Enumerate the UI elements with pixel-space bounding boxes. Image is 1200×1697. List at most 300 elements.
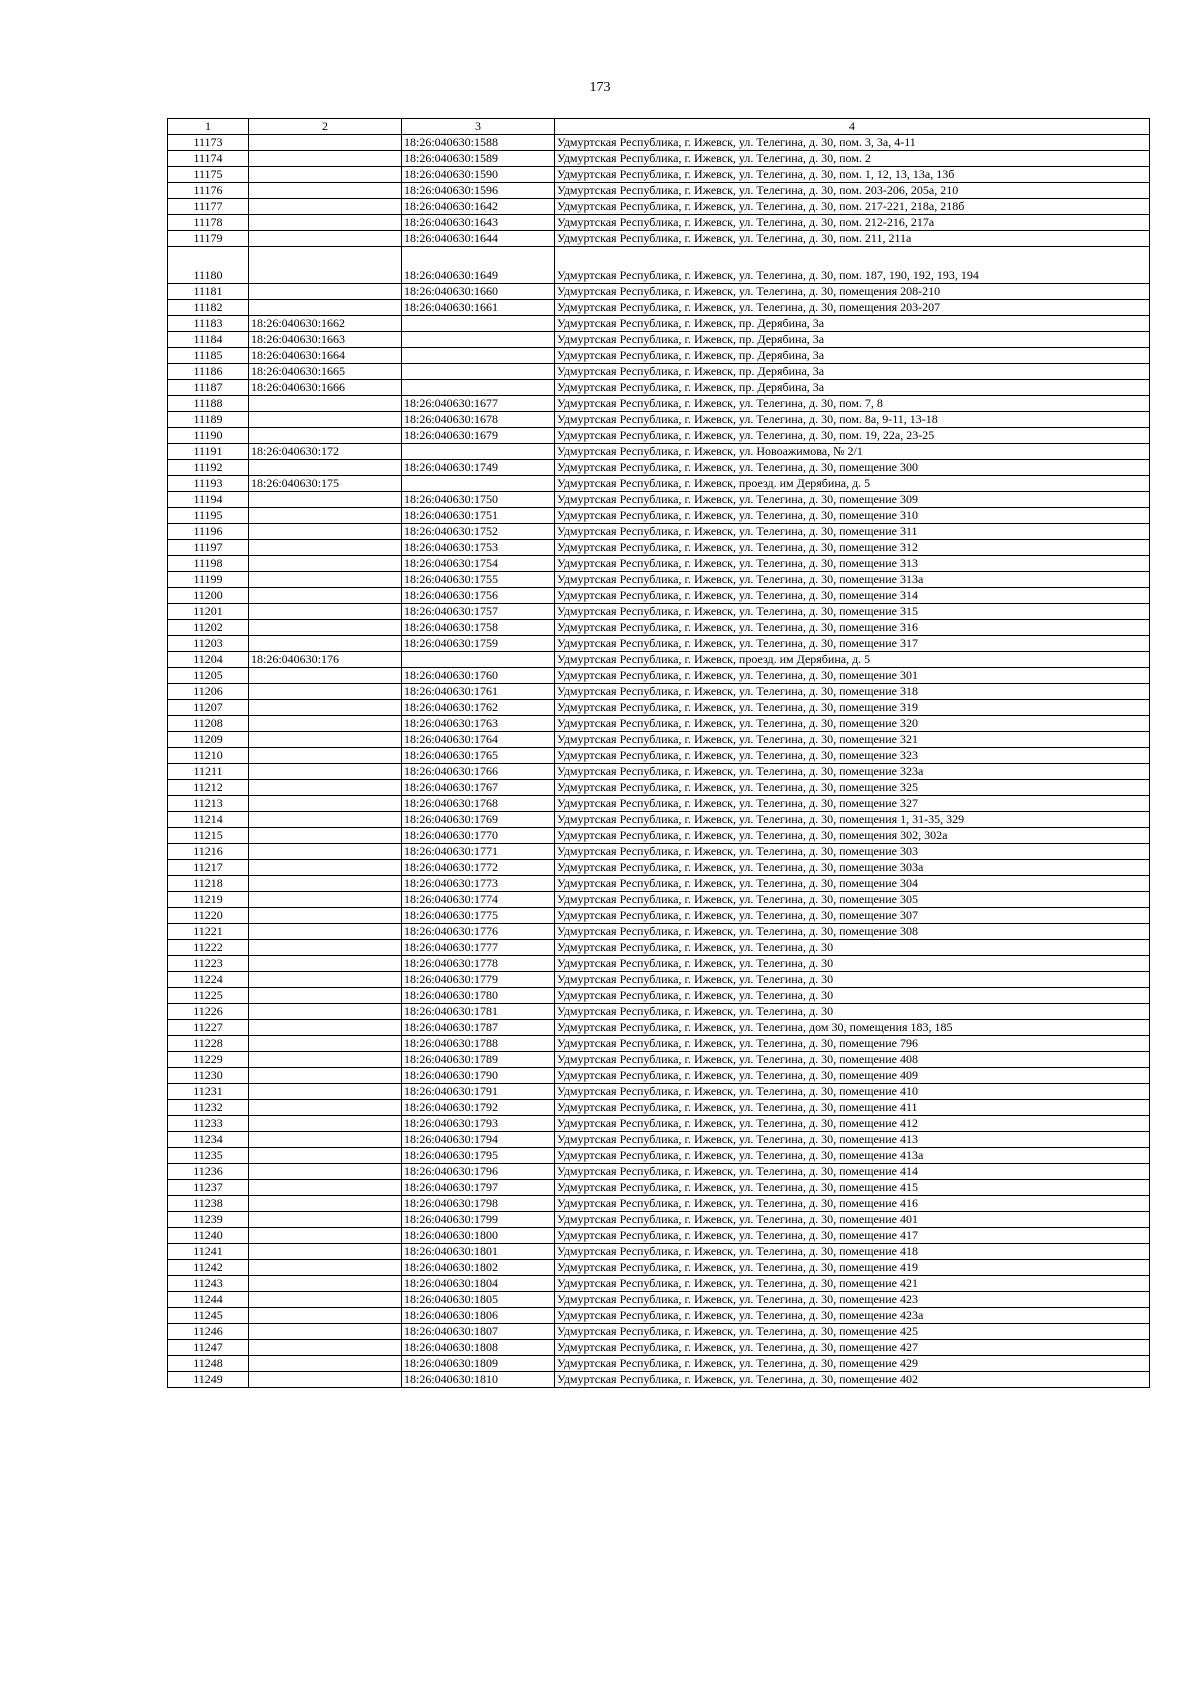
- row-number-cell: 11194: [168, 492, 249, 508]
- cadastral-number-col3-cell: 18:26:040630:1661: [402, 300, 555, 316]
- address-cell: Удмуртская Республика, г. Ижевск, пр. Дерябина, 3а: [555, 348, 1150, 364]
- table-row: [168, 796, 1150, 812]
- cadastral-number-col2-cell: [249, 940, 402, 956]
- cadastral-number-col2-cell: [249, 1228, 402, 1244]
- cadastral-number-col3-cell: 18:26:040630:1777: [402, 940, 555, 956]
- row-number-cell: 11228: [168, 1036, 249, 1052]
- cadastral-number-col2-cell: [249, 183, 402, 199]
- cadastral-number-col3-cell: 18:26:040630:1770: [402, 828, 555, 844]
- cadastral-number-col3-cell: 18:26:040630:1764: [402, 732, 555, 748]
- cadastral-number-col2-cell: [249, 135, 402, 151]
- cadastral-number-col3-cell: 18:26:040630:1768: [402, 796, 555, 812]
- table-row: [168, 860, 1150, 876]
- table-row: [168, 1196, 1150, 1212]
- address-cell: Удмуртская Республика, г. Ижевск, ул. Телегина, д. 30, помещение 423: [555, 1292, 1150, 1308]
- row-number-cell: 11181: [168, 284, 249, 300]
- address-cell: Удмуртская Республика, г. Ижевск, ул. Телегина, д. 30, помещение 314: [555, 588, 1150, 604]
- cadastral-number-col2-cell: [249, 876, 402, 892]
- address-cell: Удмуртская Республика, г. Ижевск, ул. Телегина, д. 30, помещение 313а: [555, 572, 1150, 588]
- cadastral-number-col3-cell: 18:26:040630:1791: [402, 1084, 555, 1100]
- row-number-cell: 11176: [168, 183, 249, 199]
- cadastral-number-col2-cell: [249, 524, 402, 540]
- cadastral-number-col3-cell: 18:26:040630:1789: [402, 1052, 555, 1068]
- table-row: [168, 1148, 1150, 1164]
- address-cell: Удмуртская Республика, г. Ижевск, ул. Телегина, д. 30, пом. 19, 22а, 23-25: [555, 428, 1150, 444]
- address-cell: Удмуртская Республика, г. Ижевск, проезд. им Дерябина, д. 5: [555, 476, 1150, 492]
- table-row: [168, 380, 1150, 396]
- cadastral-number-col2-cell: [249, 668, 402, 684]
- address-cell: Удмуртская Республика, г. Ижевск, ул. Телегина, д. 30, помещение 319: [555, 700, 1150, 716]
- table-row: [168, 892, 1150, 908]
- page-number: 173: [589, 80, 611, 95]
- cadastral-number-col2-cell: [249, 780, 402, 796]
- address-cell: Удмуртская Республика, г. Ижевск, ул. Телегина, д. 30, помещение 417: [555, 1228, 1150, 1244]
- row-number-cell: 11186: [168, 364, 249, 380]
- cadastral-number-col3-cell: 18:26:040630:1758: [402, 620, 555, 636]
- address-cell: Удмуртская Республика, г. Ижевск, ул. Телегина, д. 30, помещение 325: [555, 780, 1150, 796]
- cadastral-number-col3-cell: [402, 444, 555, 460]
- address-cell: Удмуртская Республика, г. Ижевск, ул. Телегина, д. 30, помещение 413а: [555, 1148, 1150, 1164]
- cadastral-number-col2-cell: [249, 508, 402, 524]
- row-number-cell: 11174: [168, 151, 249, 167]
- address-cell: Удмуртская Республика, г. Ижевск, ул. Телегина, д. 30, помещение 320: [555, 716, 1150, 732]
- cadastral-number-col3-cell: 18:26:040630:1679: [402, 428, 555, 444]
- address-cell: Удмуртская Республика, г. Ижевск, ул. Телегина, д. 30, помещение 303а: [555, 860, 1150, 876]
- row-number-cell: 11231: [168, 1084, 249, 1100]
- cadastral-number-col2-cell: [249, 1356, 402, 1372]
- address-cell: Удмуртская Республика, г. Ижевск, ул. Телегина, д. 30, помещение 323а: [555, 764, 1150, 780]
- table-row: [168, 396, 1150, 412]
- address-cell: Удмуртская Республика, г. Ижевск, ул. Телегина, д. 30, пом. 203-206, 205а, 210: [555, 183, 1150, 199]
- row-number-cell: 11178: [168, 215, 249, 231]
- address-cell: Удмуртская Республика, г. Ижевск, ул. Телегина, д. 30, помещение 316: [555, 620, 1150, 636]
- cadastral-number-col2-cell: 18:26:040630:1663: [249, 332, 402, 348]
- row-number-cell: 11190: [168, 428, 249, 444]
- cadastral-number-col2-cell: [249, 812, 402, 828]
- row-number-cell: 11187: [168, 380, 249, 396]
- cadastral-number-col3-cell: 18:26:040630:1755: [402, 572, 555, 588]
- row-number-cell: 11193: [168, 476, 249, 492]
- cadastral-number-col2-cell: [249, 844, 402, 860]
- cadastral-number-col2-cell: [249, 860, 402, 876]
- cadastral-number-col2-cell: [249, 1068, 402, 1084]
- row-number-cell: 11242: [168, 1260, 249, 1276]
- table-row: [168, 476, 1150, 492]
- cadastral-number-col3-cell: 18:26:040630:1796: [402, 1164, 555, 1180]
- cadastral-number-col2-cell: [249, 199, 402, 215]
- table-row: [168, 183, 1150, 199]
- cadastral-number-col3-cell: 18:26:040630:1801: [402, 1244, 555, 1260]
- row-number-cell: 11206: [168, 684, 249, 700]
- cadastral-number-col3-cell: 18:26:040630:1805: [402, 1292, 555, 1308]
- table-row: [168, 780, 1150, 796]
- address-cell: Удмуртская Республика, г. Ижевск, ул. Телегина, д. 30, пом. 1, 12, 13, 13а, 13б: [555, 167, 1150, 183]
- row-number-cell: 11235: [168, 1148, 249, 1164]
- table-row: [168, 908, 1150, 924]
- table-row: [168, 1356, 1150, 1372]
- cadastral-number-col2-cell: [249, 588, 402, 604]
- row-number-cell: 11234: [168, 1132, 249, 1148]
- address-cell: Удмуртская Республика, г. Ижевск, ул. Телегина, д. 30, пом. 8а, 9-11, 13-18: [555, 412, 1150, 428]
- cadastral-number-col2-cell: 18:26:040630:172: [249, 444, 402, 460]
- address-cell: Удмуртская Республика, г. Ижевск, ул. Телегина, д. 30, помещения 302, 302а: [555, 828, 1150, 844]
- cadastral-number-col3-cell: 18:26:040630:1767: [402, 780, 555, 796]
- cadastral-number-col2-cell: [249, 636, 402, 652]
- cadastral-number-col3-cell: 18:26:040630:1775: [402, 908, 555, 924]
- address-cell: Удмуртская Республика, г. Ижевск, ул. Телегина, д. 30, пом. 212-216, 217а: [555, 215, 1150, 231]
- row-number-cell: 11243: [168, 1276, 249, 1292]
- row-number-cell: 11180: [168, 247, 249, 284]
- table-row: [168, 492, 1150, 508]
- cadastral-number-col2-cell: [249, 700, 402, 716]
- address-cell: Удмуртская Республика, г. Ижевск, ул. Телегина, д. 30, помещение 327: [555, 796, 1150, 812]
- row-number-cell: 11217: [168, 860, 249, 876]
- table-row: [168, 732, 1150, 748]
- row-number-cell: 11205: [168, 668, 249, 684]
- cadastral-number-col3-cell: 18:26:040630:1799: [402, 1212, 555, 1228]
- row-number-cell: 11233: [168, 1116, 249, 1132]
- cadastral-number-col3-cell: 18:26:040630:1772: [402, 860, 555, 876]
- row-number-cell: 11207: [168, 700, 249, 716]
- cadastral-number-col2-cell: [249, 684, 402, 700]
- address-cell: Удмуртская Республика, г. Ижевск, ул. Телегина, д. 30: [555, 972, 1150, 988]
- address-cell: Удмуртская Республика, г. Ижевск, ул. Телегина, д. 30, помещение 311: [555, 524, 1150, 540]
- address-cell: Удмуртская Республика, г. Ижевск, ул. Телегина, д. 30, помещение 308: [555, 924, 1150, 940]
- row-number-cell: 11230: [168, 1068, 249, 1084]
- cadastral-number-col3-cell: 18:26:040630:1778: [402, 956, 555, 972]
- table-row: [168, 972, 1150, 988]
- address-cell: Удмуртская Республика, г. Ижевск, ул. Телегина, д. 30: [555, 956, 1150, 972]
- table-row: [168, 199, 1150, 215]
- table-row: [168, 572, 1150, 588]
- table-row: [168, 716, 1150, 732]
- cadastral-number-col2-cell: [249, 167, 402, 183]
- cadastral-number-col2-cell: [249, 1244, 402, 1260]
- address-cell: Удмуртская Республика, г. Ижевск, ул. Телегина, д. 30, помещение 401: [555, 1212, 1150, 1228]
- row-number-cell: 11202: [168, 620, 249, 636]
- cadastral-number-col2-cell: [249, 796, 402, 812]
- cadastral-number-col3-cell: 18:26:040630:1590: [402, 167, 555, 183]
- cadastral-number-col3-cell: 18:26:040630:1643: [402, 215, 555, 231]
- cadastral-number-col2-cell: [249, 1004, 402, 1020]
- table-row: [168, 247, 1150, 284]
- cadastral-number-col2-cell: [249, 972, 402, 988]
- row-number-cell: 11213: [168, 796, 249, 812]
- table-row: [168, 1324, 1150, 1340]
- address-cell: Удмуртская Республика, г. Ижевск, ул. Телегина, д. 30, помещение 317: [555, 636, 1150, 652]
- row-number-cell: 11199: [168, 572, 249, 588]
- table-row: [168, 764, 1150, 780]
- registry-table: [167, 118, 1150, 1388]
- address-cell: Удмуртская Республика, г. Ижевск, ул. Телегина, д. 30, помещение 409: [555, 1068, 1150, 1084]
- table-row: [168, 1340, 1150, 1356]
- cadastral-number-col3-cell: 18:26:040630:1773: [402, 876, 555, 892]
- address-cell: Удмуртская Республика, г. Ижевск, ул. Телегина, д. 30, помещение 300: [555, 460, 1150, 476]
- row-number-cell: 11220: [168, 908, 249, 924]
- cadastral-number-col3-cell: 18:26:040630:1774: [402, 892, 555, 908]
- cadastral-number-col3-cell: 18:26:040630:1649: [402, 247, 555, 284]
- row-number-cell: 11179: [168, 231, 249, 247]
- cadastral-number-col3-cell: 18:26:040630:1793: [402, 1116, 555, 1132]
- cadastral-number-col2-cell: [249, 412, 402, 428]
- row-number-cell: 11229: [168, 1052, 249, 1068]
- cadastral-number-col3-cell: 18:26:040630:1806: [402, 1308, 555, 1324]
- row-number-cell: 11184: [168, 332, 249, 348]
- table-row: [168, 428, 1150, 444]
- cadastral-number-col3-cell: 18:26:040630:1751: [402, 508, 555, 524]
- table-row: [168, 1132, 1150, 1148]
- address-cell: Удмуртская Республика, г. Ижевск, ул. Телегина, д. 30: [555, 940, 1150, 956]
- row-number-cell: 11218: [168, 876, 249, 892]
- cadastral-number-col3-cell: 18:26:040630:1677: [402, 396, 555, 412]
- cadastral-number-col3-cell: 18:26:040630:1759: [402, 636, 555, 652]
- table-row: [168, 215, 1150, 231]
- address-cell: Удмуртская Республика, г. Ижевск, ул. Телегина, д. 30, помещение 304: [555, 876, 1150, 892]
- table-row: [168, 300, 1150, 316]
- cadastral-number-col3-cell: 18:26:040630:1660: [402, 284, 555, 300]
- row-number-cell: 11196: [168, 524, 249, 540]
- address-cell: Удмуртская Республика, г. Ижевск, ул. Телегина, д. 30, помещение 307: [555, 908, 1150, 924]
- address-cell: Удмуртская Республика, г. Ижевск, ул. Телегина, д. 30, помещение 408: [555, 1052, 1150, 1068]
- address-cell: Удмуртская Республика, г. Ижевск, ул. Телегина, д. 30, помещение 309: [555, 492, 1150, 508]
- cadastral-number-col3-cell: 18:26:040630:1776: [402, 924, 555, 940]
- table-row: [168, 1052, 1150, 1068]
- address-cell: Удмуртская Республика, г. Ижевск, ул. Телегина, д. 30, помещение 410: [555, 1084, 1150, 1100]
- table-row: [168, 167, 1150, 183]
- cadastral-number-col2-cell: [249, 604, 402, 620]
- address-cell: Удмуртская Республика, г. Ижевск, ул. Телегина, д. 30, пом. 217-221, 218а, 218б: [555, 199, 1150, 215]
- cadastral-number-col3-cell: [402, 652, 555, 668]
- cadastral-number-col3-cell: 18:26:040630:1749: [402, 460, 555, 476]
- table-row: [168, 1116, 1150, 1132]
- cadastral-number-col2-cell: [249, 908, 402, 924]
- cadastral-number-col3-cell: 18:26:040630:1788: [402, 1036, 555, 1052]
- table-row: [168, 1004, 1150, 1020]
- cadastral-number-col3-cell: 18:26:040630:1807: [402, 1324, 555, 1340]
- cadastral-number-col3-cell: [402, 316, 555, 332]
- cadastral-number-col3-cell: 18:26:040630:1769: [402, 812, 555, 828]
- table-row: [168, 956, 1150, 972]
- row-number-cell: 11244: [168, 1292, 249, 1308]
- cadastral-number-col2-cell: [249, 1372, 402, 1388]
- table-row: [168, 1212, 1150, 1228]
- cadastral-number-col2-cell: [249, 1212, 402, 1228]
- cadastral-number-col3-cell: 18:26:040630:1810: [402, 1372, 555, 1388]
- address-cell: Удмуртская Республика, г. Ижевск, ул. Телегина, д. 30, помещение 323: [555, 748, 1150, 764]
- address-cell: Удмуртская Республика, г. Ижевск, ул. Телегина, д. 30, помещение 425: [555, 1324, 1150, 1340]
- cadastral-number-col2-cell: [249, 1180, 402, 1196]
- cadastral-number-col3-cell: 18:26:040630:1804: [402, 1276, 555, 1292]
- address-cell: Удмуртская Республика, г. Ижевск, ул. Телегина, д. 30: [555, 1004, 1150, 1020]
- address-cell: Удмуртская Республика, г. Ижевск, ул. Телегина, д. 30, помещение 412: [555, 1116, 1150, 1132]
- cadastral-number-col2-cell: [249, 396, 402, 412]
- cadastral-number-col3-cell: 18:26:040630:1766: [402, 764, 555, 780]
- row-number-cell: 11223: [168, 956, 249, 972]
- table-row: [168, 135, 1150, 151]
- table-row: [168, 1180, 1150, 1196]
- cadastral-number-col2-cell: [249, 924, 402, 940]
- cadastral-number-col2-cell: 18:26:040630:176: [249, 652, 402, 668]
- cadastral-number-col2-cell: [249, 1324, 402, 1340]
- cadastral-number-col2-cell: [249, 1260, 402, 1276]
- cadastral-number-col2-cell: [249, 300, 402, 316]
- row-number-cell: 11183: [168, 316, 249, 332]
- table-row: [168, 1276, 1150, 1292]
- cadastral-number-col2-cell: [249, 1276, 402, 1292]
- row-number-cell: 11208: [168, 716, 249, 732]
- cadastral-number-col3-cell: 18:26:040630:1678: [402, 412, 555, 428]
- cadastral-number-col2-cell: [249, 1292, 402, 1308]
- row-number-cell: 11198: [168, 556, 249, 572]
- address-cell: Удмуртская Республика, г. Ижевск, ул. Телегина, д. 30, помещение 313: [555, 556, 1150, 572]
- table-row: [168, 604, 1150, 620]
- address-cell: Удмуртская Республика, г. Ижевск, ул. Телегина, д. 30, помещение 312: [555, 540, 1150, 556]
- table-row: [168, 508, 1150, 524]
- row-number-cell: 11215: [168, 828, 249, 844]
- table-row: [168, 1100, 1150, 1116]
- row-number-cell: 11225: [168, 988, 249, 1004]
- table-row: [168, 284, 1150, 300]
- cadastral-number-col2-cell: [249, 572, 402, 588]
- row-number-cell: 11221: [168, 924, 249, 940]
- cadastral-number-col2-cell: [249, 1100, 402, 1116]
- row-number-cell: 11212: [168, 780, 249, 796]
- table-row: [168, 828, 1150, 844]
- cadastral-number-col2-cell: [249, 428, 402, 444]
- cadastral-number-col2-cell: [249, 1132, 402, 1148]
- table-row: [168, 460, 1150, 476]
- address-cell: Удмуртская Республика, г. Ижевск, ул. Телегина, д. 30, пом. 211, 211а: [555, 231, 1150, 247]
- cadastral-number-col2-cell: [249, 1340, 402, 1356]
- cadastral-number-col3-cell: 18:26:040630:1642: [402, 199, 555, 215]
- row-number-cell: 11238: [168, 1196, 249, 1212]
- column-header-4: 4: [555, 119, 1150, 135]
- address-cell: Удмуртская Республика, г. Ижевск, ул. Телегина, д. 30, помещение 414: [555, 1164, 1150, 1180]
- cadastral-number-col2-cell: [249, 828, 402, 844]
- address-cell: Удмуртская Республика, г. Ижевск, пр. Дерябина, 3а: [555, 380, 1150, 396]
- column-header-2: 2: [249, 119, 402, 135]
- table-row: [168, 1308, 1150, 1324]
- address-cell: Удмуртская Республика, г. Ижевск, ул. Телегина, д. 30: [555, 988, 1150, 1004]
- row-number-cell: 11204: [168, 652, 249, 668]
- table-row: [168, 412, 1150, 428]
- table-row: [168, 1084, 1150, 1100]
- row-number-cell: 11191: [168, 444, 249, 460]
- row-number-cell: 11246: [168, 1324, 249, 1340]
- cadastral-number-col3-cell: 18:26:040630:1808: [402, 1340, 555, 1356]
- row-number-cell: 11195: [168, 508, 249, 524]
- table-body: [168, 135, 1150, 1388]
- table-row: [168, 444, 1150, 460]
- row-number-cell: 11209: [168, 732, 249, 748]
- address-cell: Удмуртская Республика, г. Ижевск, ул. Телегина, д. 30, помещение 429: [555, 1356, 1150, 1372]
- row-number-cell: 11216: [168, 844, 249, 860]
- cadastral-number-col3-cell: 18:26:040630:1797: [402, 1180, 555, 1196]
- address-cell: Удмуртская Республика, г. Ижевск, пр. Дерябина, 3а: [555, 316, 1150, 332]
- row-number-cell: 11201: [168, 604, 249, 620]
- row-number-cell: 11189: [168, 412, 249, 428]
- cadastral-number-col3-cell: 18:26:040630:1596: [402, 183, 555, 199]
- address-cell: Удмуртская Республика, г. Ижевск, ул. Новоажимова, № 2/1: [555, 444, 1150, 460]
- cadastral-number-col3-cell: 18:26:040630:1756: [402, 588, 555, 604]
- cadastral-number-col2-cell: [249, 1116, 402, 1132]
- cadastral-number-col2-cell: [249, 988, 402, 1004]
- cadastral-number-col3-cell: 18:26:040630:1798: [402, 1196, 555, 1212]
- table-row: [168, 988, 1150, 1004]
- cadastral-number-col2-cell: [249, 748, 402, 764]
- cadastral-number-col2-cell: [249, 1036, 402, 1052]
- address-cell: Удмуртская Республика, г. Ижевск, ул. Телегина, д. 30, помещение 427: [555, 1340, 1150, 1356]
- table-row: [168, 540, 1150, 556]
- table-row: [168, 812, 1150, 828]
- table-row: [168, 524, 1150, 540]
- cadastral-number-col2-cell: [249, 231, 402, 247]
- row-number-cell: 11232: [168, 1100, 249, 1116]
- cadastral-number-col2-cell: [249, 1164, 402, 1180]
- cadastral-number-col3-cell: 18:26:040630:1644: [402, 231, 555, 247]
- address-cell: Удмуртская Республика, г. Ижевск, ул. Телегина, д. 30, помещение 418: [555, 1244, 1150, 1260]
- row-number-cell: 11203: [168, 636, 249, 652]
- address-cell: Удмуртская Республика, г. Ижевск, ул. Телегина, д. 30, помещение 411: [555, 1100, 1150, 1116]
- table-row: [168, 364, 1150, 380]
- cadastral-number-col2-cell: [249, 956, 402, 972]
- address-cell: Удмуртская Республика, г. Ижевск, пр. Дерябина, 3а: [555, 364, 1150, 380]
- row-number-cell: 11226: [168, 1004, 249, 1020]
- address-cell: Удмуртская Республика, г. Ижевск, ул. Телегина, д. 30, пом. 7, 8: [555, 396, 1150, 412]
- address-cell: Удмуртская Республика, г. Ижевск, ул. Телегина, д. 30, помещение 419: [555, 1260, 1150, 1276]
- cadastral-number-col2-cell: [249, 764, 402, 780]
- cadastral-number-col2-cell: [249, 1084, 402, 1100]
- cadastral-number-col2-cell: [249, 732, 402, 748]
- cadastral-number-col3-cell: 18:26:040630:1790: [402, 1068, 555, 1084]
- cadastral-number-col3-cell: 18:26:040630:1588: [402, 135, 555, 151]
- table-row: [168, 1372, 1150, 1388]
- address-cell: Удмуртская Республика, г. Ижевск, ул. Телегина, д. 30, помещение 318: [555, 684, 1150, 700]
- cadastral-number-col3-cell: 18:26:040630:1780: [402, 988, 555, 1004]
- table-row: [168, 876, 1150, 892]
- cadastral-number-col3-cell: [402, 476, 555, 492]
- table-row: [168, 1228, 1150, 1244]
- cadastral-number-col2-cell: [249, 1308, 402, 1324]
- table-row: [168, 231, 1150, 247]
- cadastral-number-col3-cell: 18:26:040630:1757: [402, 604, 555, 620]
- row-number-cell: 11197: [168, 540, 249, 556]
- cadastral-number-col2-cell: 18:26:040630:175: [249, 476, 402, 492]
- cadastral-number-col3-cell: 18:26:040630:1763: [402, 716, 555, 732]
- row-number-cell: 11245: [168, 1308, 249, 1324]
- row-number-cell: 11248: [168, 1356, 249, 1372]
- table-row: [168, 332, 1150, 348]
- row-number-cell: 11177: [168, 199, 249, 215]
- table-row: [168, 1244, 1150, 1260]
- cadastral-number-col2-cell: [249, 540, 402, 556]
- address-cell: Удмуртская Республика, г. Ижевск, ул. Телегина, д. 30, пом. 187, 190, 192, 193, 194: [555, 247, 1150, 284]
- row-number-cell: 11236: [168, 1164, 249, 1180]
- row-number-cell: 11214: [168, 812, 249, 828]
- address-cell: Удмуртская Республика, г. Ижевск, ул. Телегина, д. 30, помещение 301: [555, 668, 1150, 684]
- row-number-cell: 11240: [168, 1228, 249, 1244]
- table-row: [168, 924, 1150, 940]
- cadastral-number-col3-cell: 18:26:040630:1802: [402, 1260, 555, 1276]
- address-cell: Удмуртская Республика, г. Ижевск, проезд. им Дерябина, д. 5: [555, 652, 1150, 668]
- address-cell: Удмуртская Республика, г. Ижевск, ул. Телегина, д. 30, пом. 3, 3а, 4-11: [555, 135, 1150, 151]
- cadastral-number-col3-cell: 18:26:040630:1795: [402, 1148, 555, 1164]
- column-header-1: 1: [168, 119, 249, 135]
- cadastral-number-col3-cell: 18:26:040630:1809: [402, 1356, 555, 1372]
- row-number-cell: 11227: [168, 1020, 249, 1036]
- cadastral-number-col3-cell: 18:26:040630:1760: [402, 668, 555, 684]
- table-row: [168, 348, 1150, 364]
